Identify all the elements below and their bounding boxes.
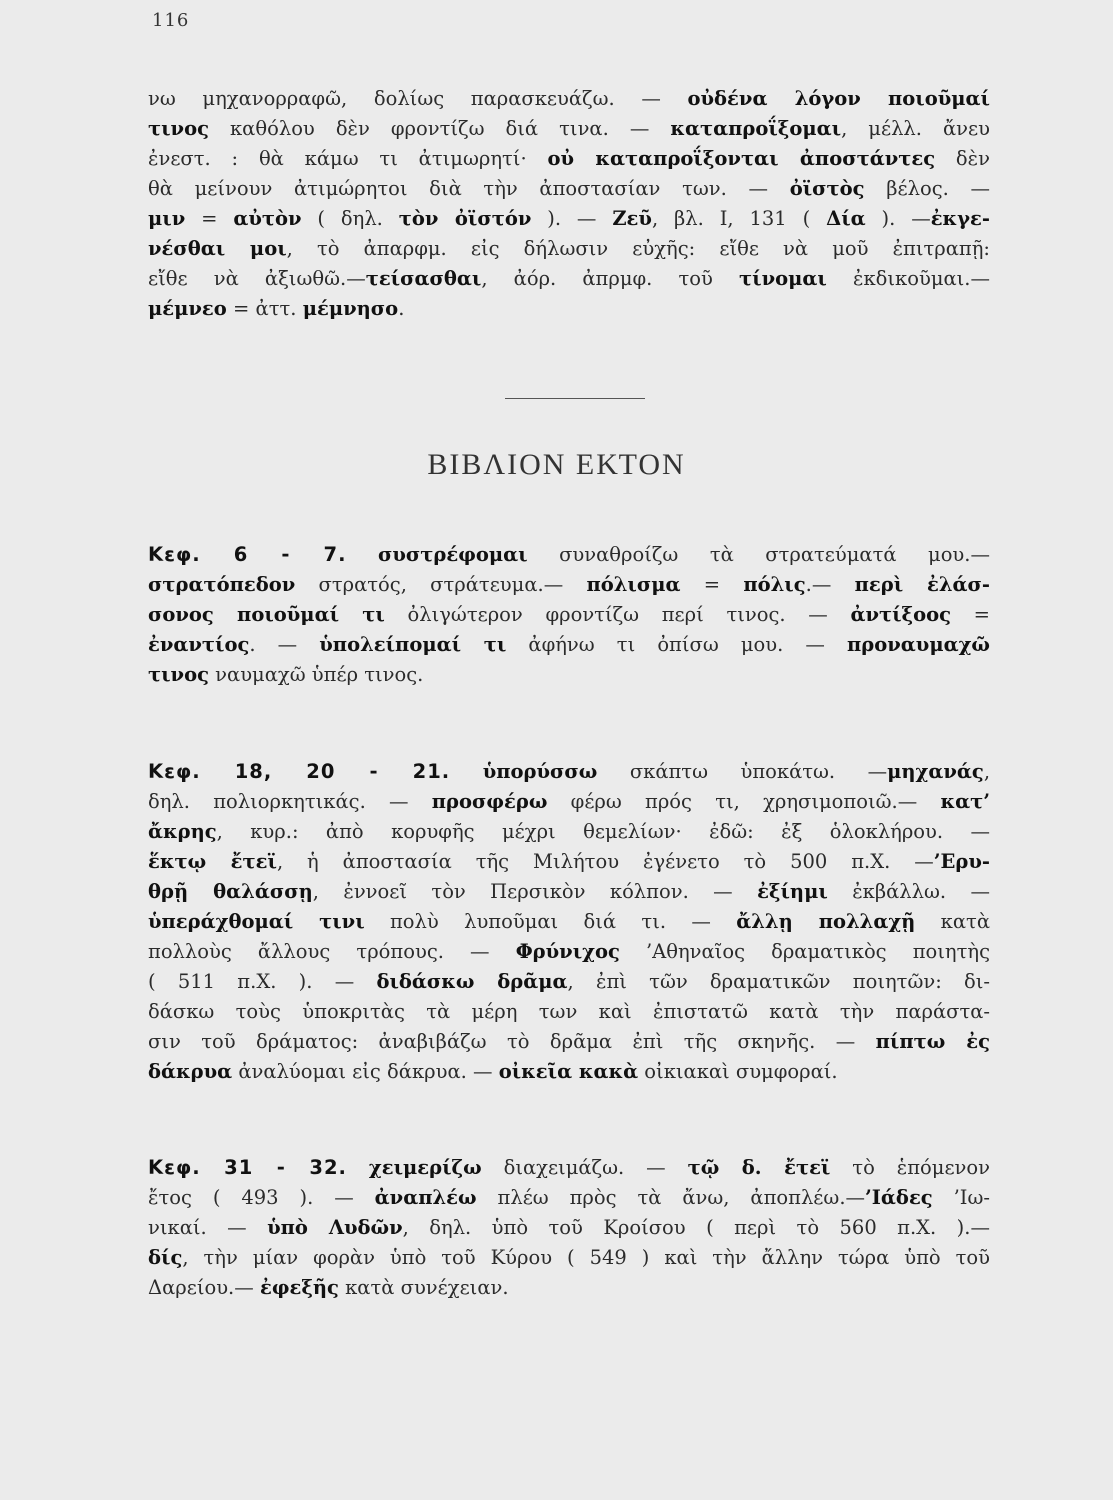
text-line: Κεφ. 18, 20 - 21. ὑπορύσσω σκάπτω ὑποκάτω. —μηχανάς, <box>148 760 991 783</box>
text-line: τινος ναυμαχῶ ὑπέρ τινος. <box>148 663 424 686</box>
text-line: σονος ποιοῦμαί τι ὀλιγώτερον φροντίζω περί τινος. — ἀντίξοος = <box>148 603 990 626</box>
section-title: ΒΙΒΛΙΟΝ ΕΚΤΟΝ <box>427 448 686 481</box>
text-line: Δαρείου.— ἐφεξῆς κατὰ συνέχειαν. <box>148 1276 509 1299</box>
text-line: νέσθαι μοι, τὸ ἀπαρφμ. εἰς δήλωσιν εὐχῆς: εἴθε νὰ μοῦ ἐπιτραπῇ: <box>148 237 990 260</box>
text-line: ἐναντίος. — ὑπολείπομαί τι ἀφήνω τι ὀπίσω μου. — προναυμαχῶ <box>148 633 990 656</box>
text-line: δάκρυα ἀναλύομαι εἰς δάκρυα. — οἰκεῖα κακὰ οἰκιακαὶ συμφοραί. <box>148 1060 838 1083</box>
text-line: ἔτος ( 493 ). — ἀναπλέω πλέω πρὸς τὰ ἄνω, ἀποπλέω.—’Ιάδες ’Ιω- <box>148 1186 990 1209</box>
text-line: ὑπεράχθομαί τινι πολὺ λυποῦμαι διά τι. — ἄλλῃ πολλαχῇ κατὰ <box>148 910 990 933</box>
text-line: δηλ. πολιορκητικάς. — προσφέρω φέρω πρός τι, χρησιμοποιῶ.— κατ’ <box>148 790 990 813</box>
text-line: πολλοὺς ἄλλους τρόπους. — Φρύνιχος ’Αθηναῖος δραματικὸς ποιητὴς <box>148 940 990 963</box>
text-line: ἐνεστ. : θὰ κάμω τι ἀτιμωρητί· οὐ καταπροΐξονται ἀποστάντες δὲν <box>148 147 990 170</box>
text-line: ( 511 π.Χ. ). — διδάσκω δρᾶμα, ἐπὶ τῶν δραματικῶν ποιητῶν: δι- <box>148 970 990 993</box>
section-divider <box>505 398 645 399</box>
text-line: θὰ μείνουν ἀτιμώρητοι διὰ τὴν ἀποστασίαν των. — ὀϊστὸς βέλος. — <box>148 177 990 200</box>
text-line: Κεφ. 6 - 7. συστρέφομαι συναθροίζω τὰ στρατεύματά μου.— <box>148 543 990 566</box>
text-line: εἴθε νὰ ἀξιωθῶ.—τείσασθαι, ἀόρ. ἀπρμφ. τοῦ τίνομαι ἐκδικοῦμαι.— <box>148 267 991 290</box>
gloss-continuation <box>148 84 990 324</box>
text-line: σιν τοῦ δράματος: ἀναβιβάζω τὸ δρᾶμα ἐπὶ τῆς σκηνῆς. — πίπτω ἐς <box>148 1030 990 1053</box>
text-line: μέμνεο = ἀττ. μέμνησο. <box>148 297 405 320</box>
chapter-gloss-6-7 <box>148 540 990 690</box>
text-line: ἕκτῳ ἔτεϊ, ἡ ἀποστασία τῆς Μιλήτου ἐγένετο τὸ 500 π.Χ. —’Ερυ- <box>148 850 990 873</box>
text-line: νω μηχανορραφῶ, δολίως παρασκευάζω. — οὐδένα λόγον ποιοῦμαί <box>148 87 990 110</box>
chapter-gloss-31-32 <box>148 1153 990 1303</box>
page-number: 116 <box>152 10 190 31</box>
text-line: στρατόπεδον στρατός, στράτευμα.— πόλισμα = πόλις.— περὶ ἐλάσ- <box>148 573 990 596</box>
text-line: τινος καθόλου δὲν φροντίζω διά τινα. — καταπροΐξομαι, μέλλ. ἄνευ <box>148 117 990 140</box>
text-line: μιν = αὐτὸν ( δηλ. τὸν ὀϊστόν ). — Ζεῦ, βλ. Ι, 131 ( Δία ). —ἐκγε- <box>148 207 990 230</box>
chapter-gloss-18-21 <box>148 757 990 1087</box>
text-line: δίς, τὴν μίαν φορὰν ὑπὸ τοῦ Κύρου ( 549 ) καὶ τὴν ἄλλην τώρα ὑπὸ τοῦ <box>148 1246 990 1269</box>
text-line: θρῇ θαλάσσῃ, ἐννοεῖ τὸν Περσικὸν κόλπον. — ἐξίημι ἐκβάλλω. — <box>148 880 990 903</box>
text-line: Κεφ. 31 - 32. χειμερίζω διαχειμάζω. — τῷ δ. ἔτεϊ τὸ ἑπόμενον <box>148 1156 991 1179</box>
text-line: ἄκρης, κυρ.: ἀπὸ κορυφῆς μέχρι θεμελίων· ἐδῶ: ἐξ ὁλοκλήρου. — <box>148 820 990 843</box>
text-line: νικαί. — ὑπὸ Λυδῶν, δηλ. ὑπὸ τοῦ Κροίσου ( περὶ τὸ 560 π.Χ. ).— <box>148 1216 990 1239</box>
text-line: δάσκω τοὺς ὑποκριτὰς τὰ μέρη των καὶ ἐπιστατῶ κατὰ τὴν παράστα- <box>148 1000 990 1023</box>
